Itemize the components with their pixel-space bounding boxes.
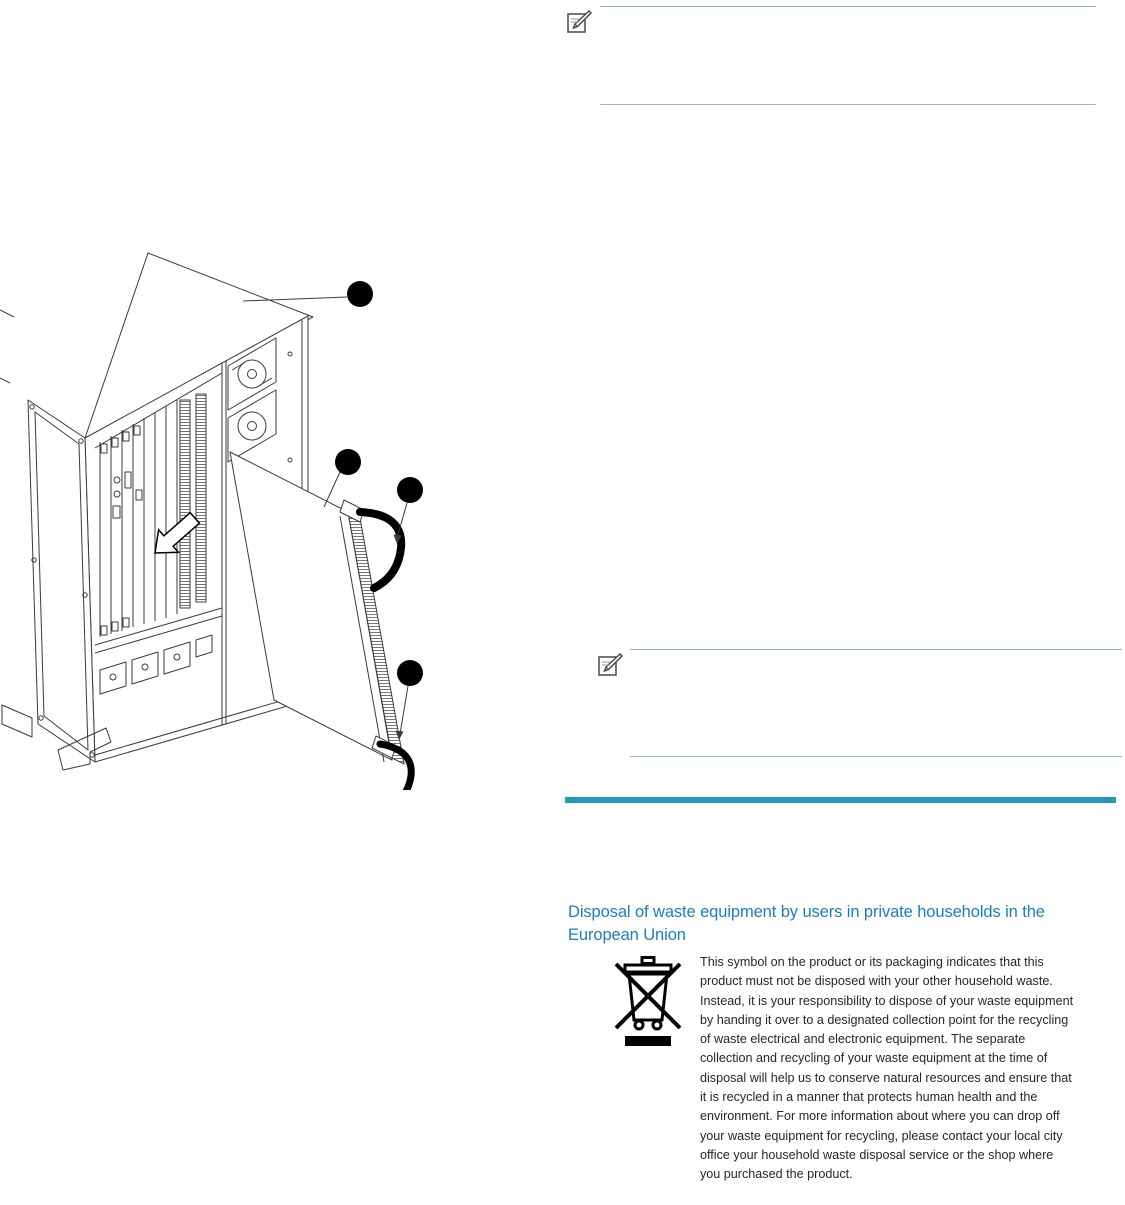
section-divider-rule xyxy=(565,797,1116,803)
callout-marker-1 xyxy=(347,281,373,307)
chassis-figure xyxy=(0,250,470,790)
callout-marker-4 xyxy=(397,660,423,686)
note2-top-rule xyxy=(630,649,1122,650)
section-body-paragraph: This symbol on the product or its packaging indicates that this product must not be disposed with your other household waste. Instead, it is your responsibility to dispose of your waste equipment by handing it over to a designated collection point for the recycling of waste electrical and electronic equipment. The separate collection and recycling of your waste equipment at the time of disposal will help us to conserve natural resources and ensure that it is recycled in a manner that protects human health and the environment. For more information about where you can drop off your waste equipment for recycling, please contact your local city office your household waste disposal service or the shop where you purchased the product. xyxy=(700,955,1074,1182)
note1-text xyxy=(600,18,1096,98)
section-heading: Disposal of waste equipment by users in private households in the European Union xyxy=(568,903,1045,944)
note1-bottom-rule xyxy=(600,104,1096,105)
callout-marker-2 xyxy=(335,449,361,475)
note2-bottom-rule xyxy=(630,756,1122,757)
note-pencil-icon xyxy=(566,9,593,34)
callout-marker-3 xyxy=(397,477,423,503)
note-pencil-icon xyxy=(597,652,624,677)
note2-text xyxy=(630,662,1122,742)
weee-crossed-out-wheeled-bin-icon xyxy=(612,956,684,1051)
note1-top-rule xyxy=(600,6,1096,7)
